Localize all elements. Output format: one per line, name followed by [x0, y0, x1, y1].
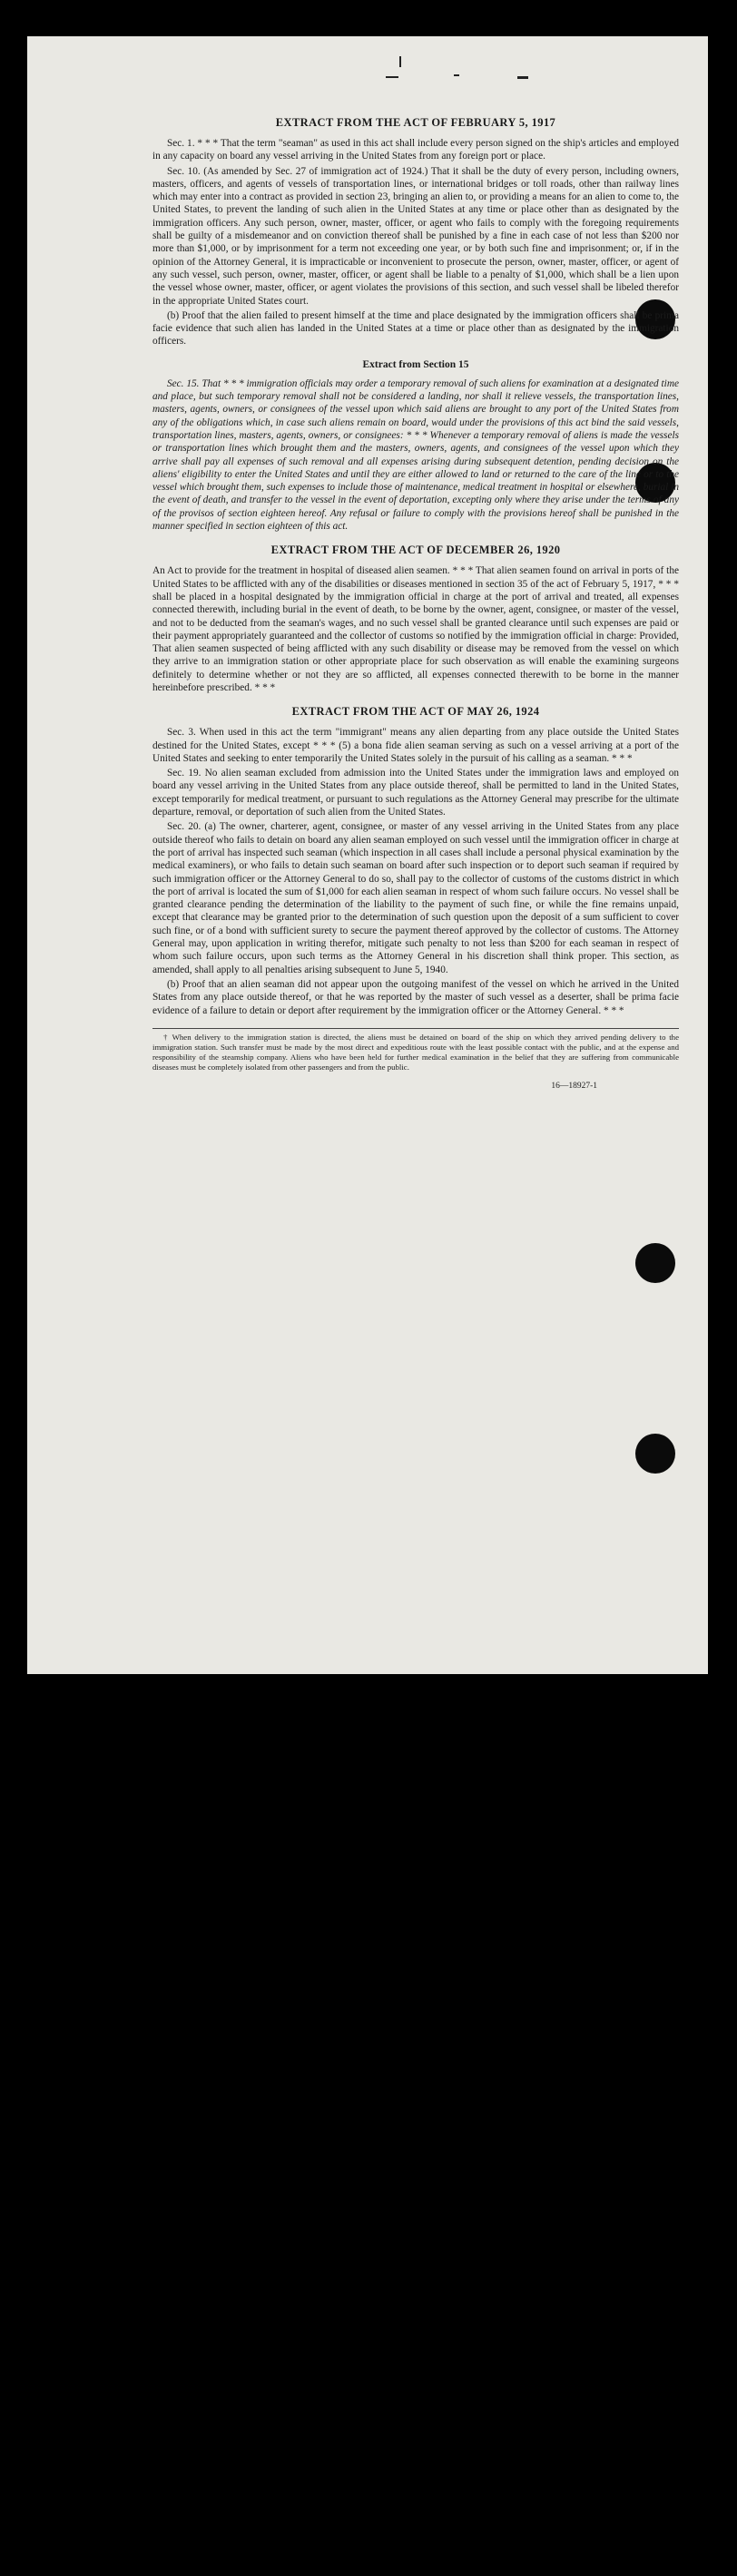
footnote: † When delivery to the immigration station is directed, the aliens must be detained on board of the ship on which they arrived pending delivery to the immigration station. Such transfer must be made by the most direct and expeditious route with the least possible contact with the public, and at the expense and responsibility of the steamship company. Aliens who have been held for further medical examination in the belief that they are suffering from communicable diseases must be completely isolated from other passengers and from the public. [152, 1032, 679, 1072]
section-extract-15 [152, 359, 679, 534]
paragraph-act-1920: An Act to provide for the treatment in hospital of diseased alien seamen. * * * That alien seamen found on arrival in ports of the United States to be afflicted with any of the disabilities or diseases mentioned in section 35 of the act of February 5, 1917, * * * shall be placed in a hospital designated by the immigration official in charge at the port of arrival and treated, all expenses connected therewith, including burial in the event of death, to be borne by the owner, agent, consignee, or master of the vessel, and not to be deducted from the seaman's wages, and no such vessel shall be granted clearance until such expenses are paid or their payment appropriately guaranteed and the collector of customs so notified by the immigration official in charge: Provided, That alien seamen suspected of being afflicted with any such disability or disease may be removed from the vessel on which they arrive to an immigration station or other appropriate place for such observation as will enable the examining surgeons definitely to determine whether or not they are so afflicted, all expenses connected therewith to be borne in the manner hereinbefore prescribed. * * * [152, 565, 679, 693]
paragraph-sec-10-b: (b) Proof that the alien failed to present himself at the time and place designated by the immigration officers shall be prima facie evidence that such alien has landed in the United States at a time or place other than as designated by the immigration officers. [152, 309, 679, 348]
paragraph-sec-19: Sec. 19. No alien seaman excluded from admission into the United States under the immigration laws and employed on board any vessel arriving in the United States from any place outside thereof, shall be permitted to land in the United States, except temporarily for medical treatment, or pursuant to such regulations as the Attorney General may prescribe for the ultimate departure, removal, or deportation of such alien from the United States. [152, 768, 679, 818]
form-code: 16—18927-1 [551, 1081, 597, 1091]
document-body [152, 116, 679, 1091]
section-act-1924 [152, 705, 679, 1017]
section-act-1920 [152, 544, 679, 694]
paragraph-sec-3: Sec. 3. When used in this act the term "immigrant" means any alien departing from any place outside the United States destined for the United States, except * * * (5) a bona fide alien seaman serving as such on a vessel arriving at a port of the United States and seeking to enter temporarily the United States solely in the pursuit of his calling as a seaman. * * * [152, 727, 679, 764]
section-heading: EXTRACT FROM THE ACT OF MAY 26, 1924 [291, 705, 540, 719]
paragraph-sec-15: Sec. 15. That * * * immigration officials may order a temporary removal of such aliens for examination at a designated time and place, but such temporary removal shall not be considered a landing, nor shall it relieve vessels, the transportation lines, masters, agents, owners, or consignees of the vessel upon which said aliens are brought to any port of the United States from any of the obligations which, in case such aliens remain on board, would under the provisions of this act bind the said vessels, transportation lines, masters, agents, owners, or consignees: * * * Whenever a temporary removal of aliens is made the vessels or transportation lines which brought them and the masters, owners, agents, and consignees of the vessel upon which they arrive shall pay all expenses of such removal and all expenses arising during subsequent detention, pending decision on the aliens' eligibility to enter the United States and until they are either allowed to land or returned to the care of the line or to the vessel which brought them, such expenses to include those of maintenance, medical treatment in hospital or elsewhere, burial in the event of death, and transfer to the vessel in the event of deportation, excepting only where they arise under the terms of any of the provisos of section eighteen hereof. Any refusal or failure to comply with the provisions hereof shall be punished in the manner specified in section eighteen of this act. [152, 377, 679, 533]
paragraph-sec-1: Sec. 1. * * * That the term "seaman" as used in this act shall include every person signed on the ship's articles and employed in any capacity on board any vessel arriving in the United States from any foreign port or place. [152, 138, 679, 162]
section-act-1917 [152, 116, 679, 348]
document-page [27, 36, 708, 1674]
paragraph-sec-10: Sec. 10. (As amended by Sec. 27 of immigration act of 1924.) That it shall be the duty of every person, including owners, masters, officers, and agents of vessels of transportation lines, or international bridges or toll roads, other than railway lines which may enter into a contract as provided in section 23, bringing an alien to, or providing a means for an alien to come to, the United States, to prevent the landing of such alien in the United States at any time or place other than as designated by the immigration officers. Any such person, owner, master, officer, or agent who fails to comply with the foregoing requirements shall be guilty of a misdemeanor and on conviction thereof shall be punished by a fine in each case of not less than $200 nor more than $1,000, or by imprisonment for a term not exceeding one year, or by both such fine and imprisonment; or, if in the opinion of the Attorney General, it is impracticable or inconvenient to prosecute the person, owner, master, officer, or agent of any such vessel, such person, owner, master, officer, or agent shall be liable to a penalty of $1,000, which shall be a lien upon the vessel whose owner, master, officer, or agent violates the provisions of this section, and such vessel shall be libeled therefor in the appropriate United States court. [152, 165, 679, 307]
scan-marks [27, 49, 708, 85]
punch-hole [635, 1243, 675, 1283]
section-heading: EXTRACT FROM THE ACT OF FEBRUARY 5, 1917 [275, 116, 556, 129]
section-heading: EXTRACT FROM THE ACT OF DECEMBER 26, 1920 [270, 544, 561, 557]
paragraph-sec-20-b: (b) Proof that an alien seaman did not appear upon the outgoing manifest of the vessel on which he arrived in the United States from any place outside thereof, or that he was reported by the master of such vessel as a deserter, shall be prima facie evidence of a failure to detain or deport after requirement by the immigration officer or the Attorney General. * * * [152, 978, 679, 1016]
footnote-rule [152, 1028, 679, 1029]
section-heading: Extract from Section 15 [362, 358, 469, 370]
paragraph-sec-20: Sec. 20. (a) The owner, charterer, agent, consignee, or master of any vessel arriving in the United States from any place outside thereof who fails to detain on board any alien seaman employed on such vessel until the immigration officer in charge at the port of arrival has inspected such seaman (which inspection in all cases shall include a personal physical examination by the medical examiners), or who fails to detain such seaman on board after such inspection or to deport such seaman if required by such immigration officer or the Attorney General to do so, shall pay to the collector of customs of the customs district in which the port of arrival is located the sum of $1,000 for each alien seaman in respect of whom such failure occurs. No vessel shall be granted clearance pending the determination of the liability to the payment of such fine, or while the fine remains unpaid, except that clearance may be granted prior to the determination of such question upon the deposit of a sum sufficient to cover such fine, or of a bond with sufficient surety to secure the payment thereof approved by the collector of customs. The Attorney General may, upon application in writing therefor, mitigate such penalty to not less than $200 for each seaman in respect of whom such failure occurs, upon such terms as the Attorney General in his discretion shall think proper. This section, as amended, shall apply to all penalties arising subsequent to June 5, 1940. [152, 821, 679, 975]
punch-hole [635, 1434, 675, 1474]
